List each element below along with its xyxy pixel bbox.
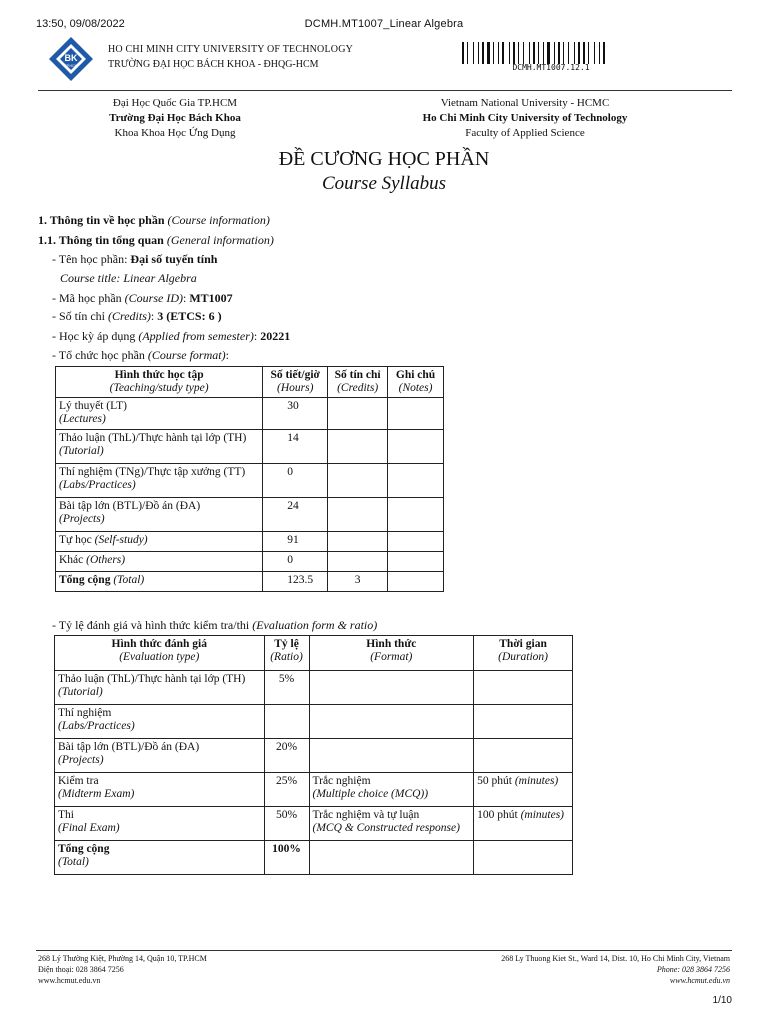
section-1-label: 1. Thông tin về học phần — [38, 213, 165, 227]
course-format-table — [55, 366, 444, 592]
table-row — [55, 841, 573, 875]
footer-address-en — [501, 953, 730, 986]
table-row — [56, 398, 444, 430]
table-cell: Trắc nghiệm và tự luận (MCQ & Constructed response) — [309, 807, 474, 841]
section-1-1-label: 1.1. Thông tin tổng quan — [38, 233, 164, 247]
footer-divider — [36, 950, 732, 951]
footer-line: Điện thoại: 028 3864 7256 — [38, 965, 124, 974]
table-row — [55, 739, 573, 773]
table-cell: 91 — [263, 532, 328, 552]
table-cell — [309, 739, 474, 773]
table-row — [55, 773, 573, 807]
table-cell: Trắc nghiệm (Multiple choice (MCQ)) — [309, 773, 474, 807]
table-cell: Lý thuyết (LT) (Lectures) — [56, 398, 263, 430]
table-cell: 100% — [264, 841, 309, 875]
table-cell: 24 — [263, 498, 328, 532]
table-header-cell: Hình thức (Format) — [309, 636, 474, 671]
table-cell — [474, 705, 573, 739]
footer-line: 268 Lý Thường Kiệt, Phường 14, Quận 10, TP.HCM — [38, 954, 207, 963]
table-cell: 0 — [263, 464, 328, 498]
table-cell — [328, 464, 388, 498]
table-row — [55, 705, 573, 739]
table-row — [55, 807, 573, 841]
evaluation-table — [54, 635, 573, 875]
table-cell: 100 phút (minutes) — [474, 807, 573, 841]
table-cell: 123.5 — [263, 572, 328, 592]
institution-vn-line: Đại Học Quốc Gia TP.HCM — [112, 97, 238, 109]
print-timestamp: 13:50, 09/08/2022 — [36, 18, 125, 30]
table-header-cell: Tỷ lệ (Ratio) — [264, 636, 309, 671]
section-1-1-heading — [38, 233, 274, 248]
institution-vn — [60, 96, 290, 141]
logo-subtext: TP.HCM — [64, 64, 78, 68]
institution-vn-line: Trường Đại Học Bách Khoa — [109, 112, 241, 124]
university-logo — [48, 36, 94, 82]
table-cell — [328, 532, 388, 552]
table-cell — [388, 532, 444, 552]
semester-en: (Applied from semester) — [138, 329, 254, 343]
course-id-en: (Course ID) — [124, 291, 183, 305]
table-header-cell: Số tín chỉ (Credits) — [328, 367, 388, 398]
course-title-line — [60, 271, 197, 286]
course-format-line: - Tổ chức học phần (Course format): — [52, 348, 229, 362]
institution-en — [390, 96, 660, 141]
course-format-en: (Course format) — [147, 348, 226, 362]
course-id-value: MT1007 — [189, 291, 233, 305]
page-number: 1/10 — [712, 995, 732, 1006]
table-row — [56, 532, 444, 552]
course-title-value: Linear Algebra — [123, 271, 197, 285]
footer-line: Phone: 028 3864 7256 — [656, 965, 730, 974]
institution-en-line: Ho Chi Minh City University of Technology — [422, 112, 628, 124]
table-cell: 14 — [263, 430, 328, 464]
institution-en-line: Faculty of Applied Science — [465, 127, 585, 139]
institution-en-line: Vietnam National University - HCMC — [440, 97, 610, 109]
table-row — [56, 430, 444, 464]
table-row — [56, 464, 444, 498]
table-cell: Thí nghiệm (TNg)/Thực tập xưởng (TT) (Labs/Practices) — [56, 464, 263, 498]
semester-label: - Học kỳ áp dụng — [52, 329, 139, 343]
section-1-heading — [38, 213, 270, 228]
table-cell: 50 phút (minutes) — [474, 773, 573, 807]
table-row — [56, 572, 444, 592]
table-row — [56, 552, 444, 572]
document-barcode — [462, 42, 640, 64]
university-name-vn: TRƯỜNG ĐẠI HỌC BÁCH KHOA - ĐHQG-HCM — [108, 59, 319, 70]
table-cell: Thảo luận (ThL)/Thực hành tại lớp (TH) (Tutorial) — [56, 430, 263, 464]
footer-line: 268 Ly Thuong Kiet St., Ward 14, Dist. 10, Ho Chi Minh City, Vietnam — [501, 954, 730, 963]
table-cell — [474, 739, 573, 773]
barcode-text: DCMH.MT1007.12.1 — [512, 63, 590, 72]
table-cell — [474, 841, 573, 875]
table-header-cell: Hình thức học tập (Teaching/study type) — [56, 367, 263, 398]
table-cell: Tổng cộng (Total) — [56, 572, 263, 592]
table-header-cell: Ghi chú (Notes) — [388, 367, 444, 398]
table-row — [56, 498, 444, 532]
course-name-line — [52, 252, 217, 267]
table-cell: 5% — [264, 671, 309, 705]
table-header-cell: Số tiết/giờ (Hours) — [263, 367, 328, 398]
footer-line: www.hcmut.edu.vn — [38, 976, 101, 985]
table-header-cell: Thời gian (Duration) — [474, 636, 573, 671]
table-header-row — [56, 367, 444, 398]
credits-en: (Credits) — [108, 309, 151, 323]
page-subtitle: Course Syllabus — [321, 173, 447, 194]
table-cell: Bài tập lớn (BTL)/Đồ án (ĐA) (Projects) — [56, 498, 263, 532]
credits-label: - Số tín chỉ — [52, 309, 108, 323]
course-id-label: - Mã học phần — [52, 291, 125, 305]
table-header-row — [55, 636, 573, 671]
section-1-1-en: (General information) — [166, 233, 274, 247]
table-cell: 0 — [263, 552, 328, 572]
table-row — [55, 671, 573, 705]
footer-line: www.hcmut.edu.vn — [669, 976, 730, 985]
table-cell — [388, 498, 444, 532]
table-cell: 25% — [264, 773, 309, 807]
table-cell: 50% — [264, 807, 309, 841]
table-cell — [309, 705, 474, 739]
table-cell — [388, 464, 444, 498]
course-format-label: - Tổ chức học phần — [52, 348, 148, 362]
table-cell — [264, 705, 309, 739]
institution-vn-line: Khoa Khoa Học Ứng Dụng — [114, 127, 236, 139]
table-cell: Khác (Others) — [56, 552, 263, 572]
table-cell: 20% — [264, 739, 309, 773]
table-cell: Tự học (Self-study) — [56, 532, 263, 552]
university-name-en: HO CHI MINH CITY UNIVERSITY OF TECHNOLOGY — [108, 44, 354, 55]
table-cell — [328, 398, 388, 430]
table-cell: Kiểm tra (Midterm Exam) — [55, 773, 265, 807]
course-id-line: - Mã học phần (Course ID): MT1007 — [52, 291, 233, 305]
table-cell — [309, 671, 474, 705]
logo-text: BK — [64, 53, 78, 63]
semester-line: - Học kỳ áp dụng (Applied from semester): 20221 — [52, 329, 291, 343]
table-cell — [328, 430, 388, 464]
header-divider — [38, 90, 732, 91]
credits-value: 3 (ETCS: 6 ) — [157, 309, 222, 323]
table-cell — [474, 671, 573, 705]
table-cell: Thí nghiệm (Labs/Practices) — [55, 705, 265, 739]
table-cell — [388, 552, 444, 572]
table-cell: 30 — [263, 398, 328, 430]
table-cell: Thi (Final Exam) — [55, 807, 265, 841]
table-cell — [388, 572, 444, 592]
course-name-value: Đại số tuyến tính — [130, 252, 218, 266]
table-cell: Bài tập lớn (BTL)/Đồ án (ĐA) (Projects) — [55, 739, 265, 773]
footer-address-vn — [38, 953, 207, 986]
table-cell — [309, 841, 474, 875]
section-1-en: (Course information) — [167, 213, 270, 227]
table-cell: 3 — [328, 572, 388, 592]
table-cell — [328, 498, 388, 532]
semester-value: 20221 — [260, 329, 291, 343]
course-name-label: - Tên học phần: — [52, 252, 131, 266]
page-title: ĐỀ CƯƠNG HỌC PHẦN — [278, 148, 490, 170]
evaluation-intro — [52, 618, 377, 633]
evaluation-intro-en: (Evaluation form & ratio) — [252, 618, 378, 632]
evaluation-intro-vn: - Tỷ lệ đánh giá và hình thức kiểm tra/thi — [52, 618, 253, 632]
credits-line: - Số tín chỉ (Credits): 3 (ETCS: 6 ) — [52, 309, 222, 323]
table-cell: Thảo luận (ThL)/Thực hành tại lớp (TH) (Tutorial) — [55, 671, 265, 705]
table-cell — [388, 398, 444, 430]
course-title-label: Course title: — [60, 271, 124, 285]
table-cell: Tổng cộng (Total) — [55, 841, 265, 875]
table-cell — [328, 552, 388, 572]
table-cell — [388, 430, 444, 464]
table-header-cell: Hình thức đánh giá (Evaluation type) — [55, 636, 265, 671]
print-doc-title: DCMH.MT1007_Linear Algebra — [304, 18, 464, 30]
